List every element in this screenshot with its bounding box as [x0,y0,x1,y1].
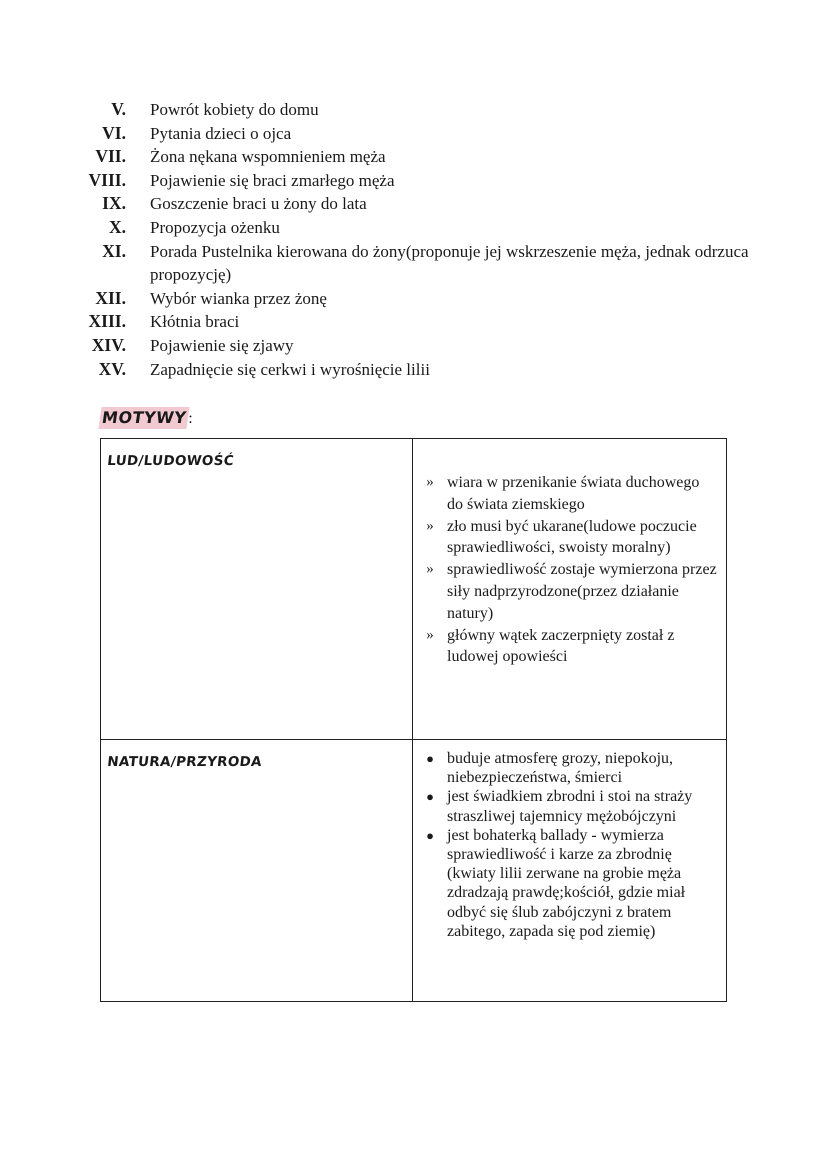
list-item-text: zło musi być ukarane(ludowe poczucie sprawiedliwości, swoisty moralny) [447,517,697,557]
outline-text: Kłótnia braci [150,312,240,332]
list-item-text: jest bohaterką ballady - wymierza sprawiedliwość i karze za zbrodnię (kwiaty lilii zerwane na grobie męża zdradzają prawdę;kościół, gdzie miał odbyć się ślub zabójczyni z bratem zabitego, zapada się pod ziemię) [447,826,686,940]
outline-number: VI. [102,122,126,143]
outline-text: Pojawienie się braci zmarłego męża [150,170,395,190]
list-item-text: buduje atmosferę grozy, niepokoju, niebezpieczeństwa, śmierci [447,750,674,787]
motive-label: LUD/LUDOWOŚĆ [106,453,235,469]
list-item [413,826,726,941]
list-item-text: główny wątek zaczerpnięty został z ludowej opowieści [447,626,675,666]
motives-table [100,438,727,1002]
guillemet-bullet-icon: » [426,626,434,643]
outline-item [0,122,828,146]
outline-text: Goszczenie braci u żony do lata [150,194,367,214]
outline-item [0,310,828,334]
outline-item [0,98,828,122]
outline-text: Powrót kobiety do domu [150,100,319,119]
outline-item [0,334,828,358]
outline-number: IX. [102,193,126,214]
outline-text: Zapadnięcie się cerkwi i wyrośnięcie lilii [150,359,430,379]
motives-heading-colon: : [188,410,194,427]
motive-label: NATURA/PRZYRODA [106,754,263,770]
outline-item [0,358,828,382]
list-item [413,749,726,787]
outline-number: XII. [95,287,126,308]
motive-label-cell [101,439,413,740]
outline-item [0,240,828,287]
outline-number: VII. [95,146,126,167]
outline-number: XIV. [91,334,126,355]
table-row [101,439,727,740]
outline-text: Wybór wianka przez żonę [150,288,327,308]
list-item-text: sprawiedliwość zostaje wymierzona przez siły nadprzyrodzone(przez działanie natury) [447,561,717,622]
outline-text: Porada Pustelnika kierowana do żony(proponuje jej wskrzeszenie męża, jednak odrzuca propozycję) [150,241,749,285]
table-row [101,740,727,1002]
list-item [413,516,726,560]
list-item [413,787,726,825]
motives-heading [100,407,193,429]
outline-item [0,169,828,193]
list-item [413,472,726,516]
outline-number: V. [111,99,126,119]
guillemet-bullet-icon: » [426,517,434,534]
outline-text: Żona nękana wspomnieniem męża [150,147,386,167]
outline-text: Pojawienie się zjawy [150,335,294,355]
guillemet-bullet-icon: » [426,561,434,578]
dot-bullet-icon: ● [426,751,434,766]
motives-heading-highlight: MOTYWY [98,407,189,429]
dot-bullet-icon: ● [426,827,434,843]
motive-items-cell [413,740,727,1002]
outline-item [0,216,828,240]
motive-label-cell [101,740,413,1002]
outline-item [0,145,828,169]
outline-item [0,287,828,311]
motive-items-list [413,740,726,941]
list-item-text: jest świadkiem zbrodni i stoi na straży straszliwej tajemnicy mężobójczyni [447,788,693,825]
guillemet-bullet-icon: » [426,474,434,490]
outline-item [0,192,828,216]
plot-outline-list [0,98,828,381]
list-item [413,559,726,624]
outline-number: XV. [98,358,126,379]
outline-text: Propozycja ożenku [150,217,280,237]
list-item-text: wiara w przenikanie świata duchowego do świata ziemskiego [447,474,700,513]
motive-items-cell [413,439,727,740]
outline-number: XI. [102,240,126,261]
dot-bullet-icon: ● [426,789,434,805]
motive-items-list [413,439,726,668]
list-item [413,625,726,669]
outline-number: VIII. [88,169,126,190]
outline-text: Pytania dzieci o ojca [150,123,292,143]
outline-number: X. [108,216,126,237]
outline-number: XIII. [88,311,126,332]
